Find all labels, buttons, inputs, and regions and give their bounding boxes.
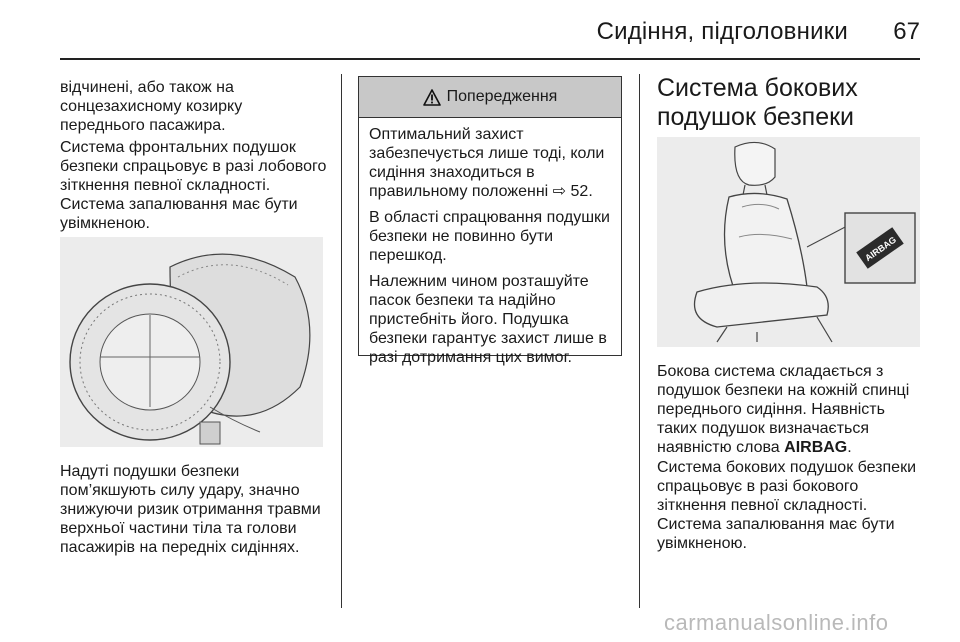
side-airbag-paragraph-2: Система бокових подушок безпеки спрацьовує в разі бокового зіткнення певної складності. Система запалювання має бути увімкненою. [657,459,916,552]
header-title: Сидіння, підголовники [596,18,848,45]
frontal-airbag-drawing [60,237,323,447]
inflated-airbags-caption: Надуті подушки безпеки пом’якшують силу удару, значно знижуючи ризик отримання травми верхньої частини тіла та голови пасажирів на передніх сидіннях. [60,463,321,556]
warning-paragraph-3: Належним чином розташуйте пасок безпеки та надійно пристебніть його. Подушка безпеки гарантує захист лише в разі дотримання цих вимог. [369,273,607,366]
seat-drawing [657,137,920,347]
side-airbag-seat-illustration [657,137,920,347]
intro-paragraph: відчинені, або також на сонцезахисному козирку переднього пасажира. [60,79,243,134]
airbag-word: AIRBAG [784,439,848,456]
warning-header [359,77,621,118]
watermark: carmanualsonline.info [664,610,889,635]
warning-box [358,76,622,366]
page-reference-icon: ⇨ [552,183,567,200]
inflated-airbags-illustration [60,237,323,447]
section-title: Система бокових подушок безпеки [657,74,858,131]
page-number: 67 [893,18,920,45]
warning-triangle-icon [423,89,441,106]
svg-text:AIRBAG: AIRBAG [863,234,898,264]
page-reference-link[interactable]: 52. [570,183,593,200]
warning-paragraph-2: В області спрацювання подушки безпеки не повинно бути перешкод. [369,209,610,264]
warning-body [359,125,621,367]
column-divider-right [639,74,640,608]
header-divider [60,58,920,60]
warning-paragraph-1: Оптимальний захист забезпечується лише тоді, коли сидіння знаходиться в правильному положенні ⇨ 52. [369,126,605,200]
warning-title: Попередження [446,88,558,105]
side-airbag-paragraph-1: Бокова система складається з подушок безпеки на кожній спинці переднього сидіння. Наявність таких подушок визначається наявністю слова AIRBAG. [657,363,910,456]
frontal-airbag-paragraph: Система фронтальних подушок безпеки спрацьовує в разі лобового зіткнення певної складності. Система запалювання має бути увімкненою. [60,139,327,232]
column-divider-left [341,74,342,608]
